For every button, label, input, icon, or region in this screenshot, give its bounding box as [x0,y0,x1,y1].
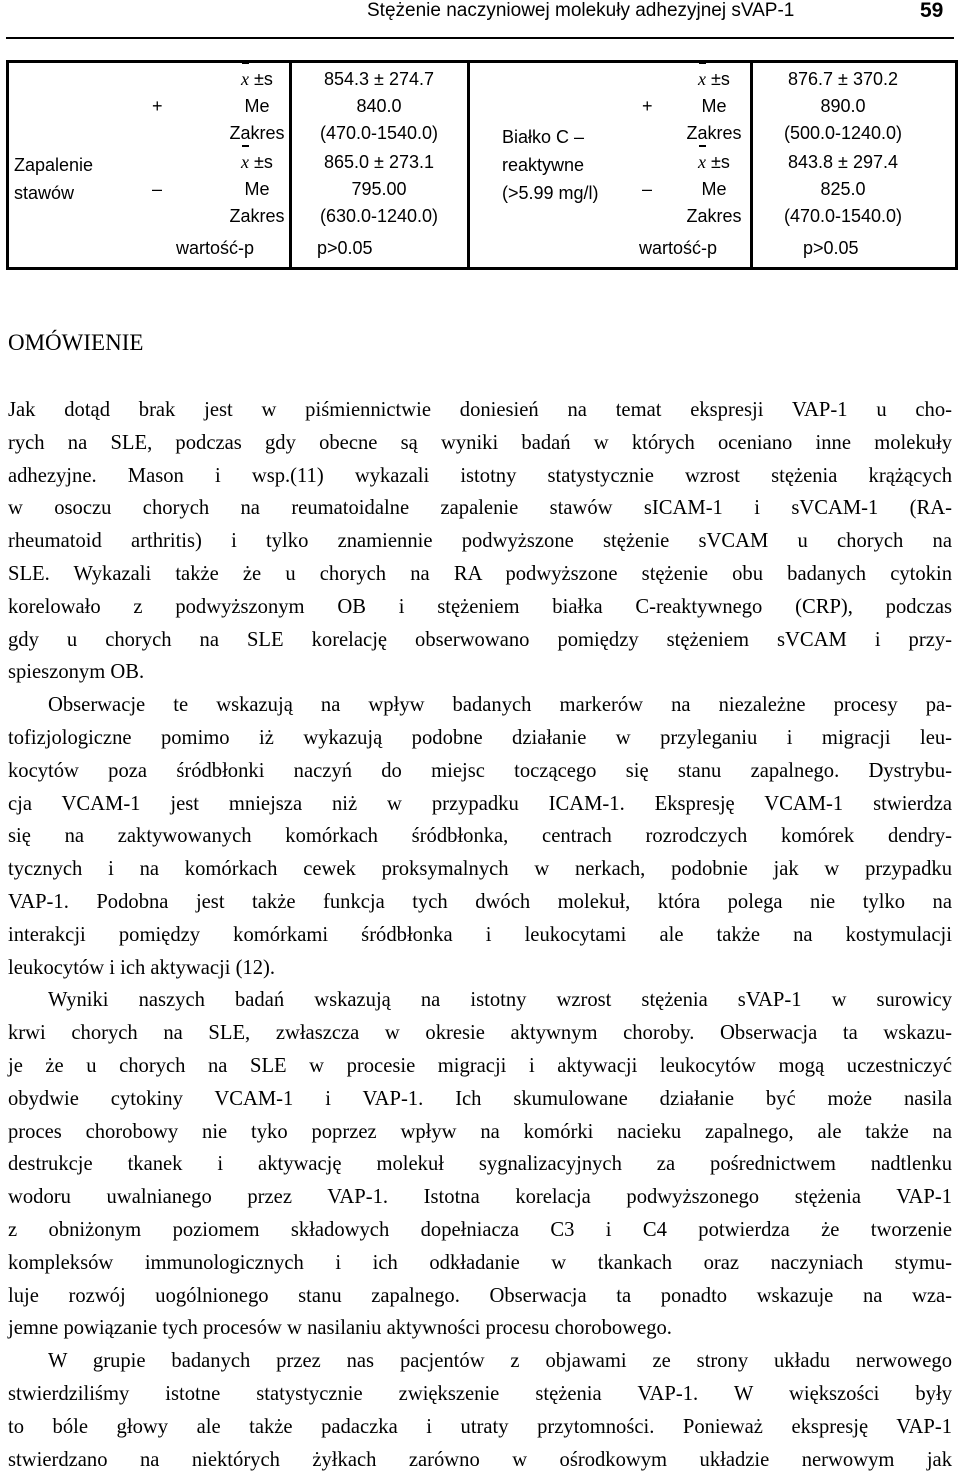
plus-sign: + [642,93,653,120]
stat-median-label: Me [222,176,292,203]
stat-mean-label: x ±s [222,66,292,93]
body-line: się na zaktywowanych komórkach śródbłonka, centrach rozrodczych komórek dendry- [8,820,952,853]
body-line: Wyniki naszych badań wskazują na istotny wzrost stężenia sVAP-1 w surowicy [8,984,952,1017]
value-mean: 876.7 ± 370.2 [758,66,928,93]
stat-labels-minus [222,149,292,230]
value-mean: 843.8 ± 297.4 [758,149,928,176]
page-number: 59 [920,0,943,23]
body-line: proces chorobowy nie tyko poprzez wpływ na komórki nacieku zapalnego, ale także na [8,1116,952,1149]
group-label-line: reaktywne [502,151,599,179]
pvalue: p>0.05 [803,235,859,262]
body-line: z obniżonym poziomem składowych dopełniacza C3 i C4 potwierdza że tworzenie [8,1214,952,1247]
stat-labels-plus [222,66,292,147]
table-left-border [6,60,9,270]
table-top-border [6,60,958,63]
header-rule [6,37,954,39]
stat-mean-label: x ±s [222,149,292,176]
body-line: obydwie cytokiny VCAM-1 i VAP-1. Ich skumulowane działanie być może nasila [8,1083,952,1116]
body-line: adhezyjne. Mason i wsp.(11) wykazali istotny statystycznie wzrost stężenia krążących [8,460,952,493]
body-line: je że u chorych na SLE w procesie migracji i aktywacji leukocytów mogą uczestniczyć [8,1050,952,1083]
stat-range-label: Zakres [222,203,292,230]
body-line: korelowało z podwyższonym OB i stężeniem białka C-reaktywnego (CRP), podczas [8,591,952,624]
body-line: tycznych i na komórkach cewek proksymalnych w nerkach, podobnie jak w przypadku [8,853,952,886]
body-line: interakcji pomiędzy komórkami śródbłonka i leukocytami ale także na kostymulacji [8,919,952,952]
group-label-line: Zapalenie [14,151,93,179]
body-line: rych na SLE, podczas gdy obecne są wyniki badań w których oceniano inne molekuły [8,427,952,460]
results-table [6,60,958,270]
group-label-arthritis [14,151,93,207]
value-range: (500.0-1240.0) [758,120,928,147]
group-label-line: stawów [14,179,93,207]
body-line: spieszonym OB. [8,656,952,689]
stat-mean-label: x ±s [679,66,749,93]
body-line: stwierdziliśmy istotne statystycznie zwiększenie stężenia VAP-1. W większości były [8,1378,952,1411]
group-label-line: Białko C – [502,123,599,151]
stat-range-label: Zakres [679,203,749,230]
values-plus [758,66,928,147]
group-label-crp [502,123,599,207]
body-line: jemne powiązanie tych procesów w nasilaniu aktywności procesu chorobowego. [8,1312,952,1345]
body-line: W grupie badanych przez nas pacjentów z objawami ze strony układu nerwowego [8,1345,952,1378]
table-center-divider [467,60,470,270]
table-column-divider [750,60,753,270]
body-line: gdy u chorych na SLE korelację obserwowano pomiędzy stężeniem sVCAM i przy- [8,624,952,657]
body-line: rheumatoid arthritis) i tylko znamiennie podwyższone stężenie sVCAM u chorych na [8,525,952,558]
body-line: cja VCAM-1 jest mniejsza niż w przypadku ICAM-1. Ekspresję VCAM-1 stwierdza [8,788,952,821]
body-line: stwierdzano na niektórych żyłkach zarówno w ośrodkowym układzie nerwowym jak [8,1444,952,1476]
body-line: to bóle głowy ale także padaczka i utraty przytomności. Ponieważ ekspresję VAP-1 [8,1411,952,1444]
body-text [8,394,952,1476]
body-line: krwi chorych na SLE, zwłaszcza w okresie aktywnym choroby. Obserwacja ta wskazu- [8,1017,952,1050]
stat-median-label: Me [679,176,749,203]
stat-range-label: Zakres [679,120,749,147]
stat-labels-minus [679,149,749,230]
values-minus [299,149,459,230]
body-line: destrukcje tkanek i aktywację molekuł sygnalizacyjnych za pośrednictwem nadtlenku [8,1148,952,1181]
minus-sign: – [642,176,652,203]
running-header-title: Stężenie naczyniowej molekuły adhezyjnej sVAP-1 [367,0,794,22]
table-right-border [955,60,958,270]
table-bottom-border [6,267,958,270]
value-range: (630.0-1240.0) [299,203,459,230]
value-median: 840.0 [299,93,459,120]
stat-range-label: Zakres [222,120,292,147]
value-mean: 854.3 ± 274.7 [299,66,459,93]
pvalue: p>0.05 [317,235,373,262]
body-line: kocytów poza śródbłonki naczyń do miejsc toczącego się stanu zapalnego. Dystrybu- [8,755,952,788]
section-heading: OMÓWIENIE [8,330,143,356]
group-label-line: (>5.99 mg/l) [502,179,599,207]
body-line: luje rozwój uogólnionego stanu zapalnego. Obserwacja ta ponadto wskazuje na wza- [8,1280,952,1313]
body-line: kompleksów immunologicznych i ich odkładanie w tkankach oraz naczyniach stymu- [8,1247,952,1280]
value-median: 825.0 [758,176,928,203]
body-line: leukocytów i ich aktywacji (12). [8,952,952,985]
value-range: (470.0-1540.0) [758,203,928,230]
stat-labels-plus [679,66,749,147]
minus-sign: – [152,176,162,203]
body-line: wodoru uwalnianego przez VAP-1. Istotna korelacja podwyższonego stężenia VAP-1 [8,1181,952,1214]
body-line: w osoczu chorych na reumatoidalne zapalenie stawów sICAM-1 i sVCAM-1 (RA- [8,492,952,525]
plus-sign: + [152,93,163,120]
values-plus [299,66,459,147]
body-line: SLE. Wykazali także że u chorych na RA podwyższone stężenie obu badanych cytokin [8,558,952,591]
value-range: (470.0-1540.0) [299,120,459,147]
body-line: Jak dotąd brak jest w piśmiennictwie doniesień na temat ekspresji VAP-1 u cho- [8,394,952,427]
body-line: Obserwacje te wskazują na wpływ badanych markerów na niezależne procesy pa- [8,689,952,722]
stat-median-label: Me [679,93,749,120]
values-minus [758,149,928,230]
pvalue-label: wartość-p [176,235,254,262]
body-line: VAP-1. Podobna jest także funkcja tych dwóch molekuł, która polega nie tylko na [8,886,952,919]
pvalue-label: wartość-p [639,235,717,262]
value-median: 890.0 [758,93,928,120]
value-mean: 865.0 ± 273.1 [299,149,459,176]
stat-mean-label: x ±s [679,149,749,176]
value-median: 795.00 [299,176,459,203]
body-line: tofizjologiczne pomimo iż wykazują podobne działanie w przyleganiu i migracji leu- [8,722,952,755]
stat-median-label: Me [222,93,292,120]
